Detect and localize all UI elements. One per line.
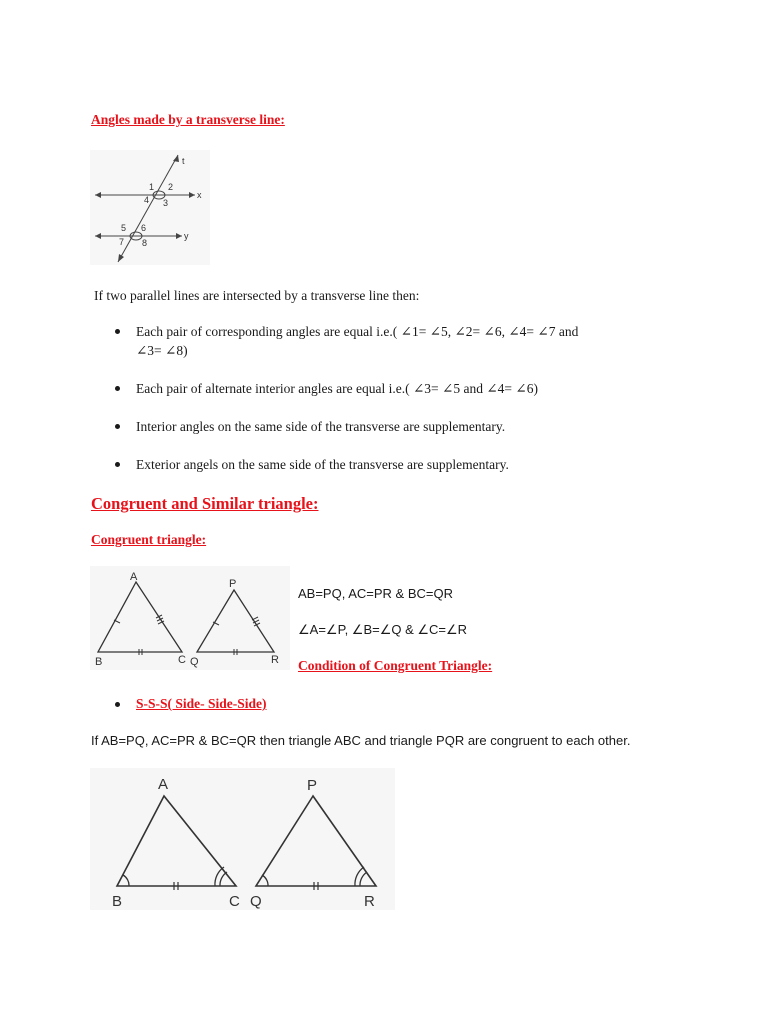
label-angle-8: 8 bbox=[142, 238, 148, 248]
label-angle-6: 6 bbox=[141, 223, 147, 233]
vertex-a-large: A bbox=[158, 776, 169, 793]
vertex-p-large: P bbox=[307, 777, 318, 794]
vertex-q: Q bbox=[190, 656, 199, 668]
property-list bbox=[136, 322, 696, 474]
label-t: t bbox=[182, 156, 185, 166]
label-angle-7: 7 bbox=[119, 237, 125, 247]
section-heading-transverse: Angles made by a transverse line: bbox=[91, 112, 285, 127]
list-item: Each pair of alternate interior angles are equal i.e.( ∠3= ∠5 and ∠4= ∠6) bbox=[136, 379, 696, 398]
label-angle-2: 2 bbox=[168, 182, 174, 192]
transversal-figure bbox=[90, 150, 210, 265]
bullet-icon bbox=[115, 329, 120, 334]
vertex-a: A bbox=[130, 571, 138, 583]
bullet-icon bbox=[115, 702, 120, 707]
vertex-r-large: R bbox=[364, 893, 375, 910]
label-angle-4: 4 bbox=[144, 195, 150, 205]
label-angle-3: 3 bbox=[163, 198, 169, 208]
label-angle-1: 1 bbox=[149, 182, 155, 192]
subheading-congruent-triangle: Congruent triangle: bbox=[91, 532, 207, 547]
sss-description: If AB=PQ, AC=PR & BC=QR then triangle ABC and triangle PQR are congruent to each other. bbox=[91, 733, 631, 748]
condition-list bbox=[136, 695, 267, 713]
vertex-r: R bbox=[271, 654, 279, 666]
bullet-icon bbox=[115, 462, 120, 467]
angles-equal-text: ∠A=∠P, ∠B=∠Q & ∠C=∠R bbox=[298, 622, 468, 637]
label-y: y bbox=[184, 231, 189, 241]
vertex-b-large: B bbox=[112, 893, 123, 910]
bullet-icon bbox=[115, 386, 120, 391]
bullet-icon bbox=[115, 424, 120, 429]
list-item: Exterior angels on the same side of the transverse are supplementary. bbox=[136, 455, 696, 474]
vertex-c: C bbox=[178, 654, 186, 666]
list-item: Each pair of corresponding angles are equal i.e.( ∠1= ∠5, ∠2= ∠6, ∠4= ∠7 and ∠3= ∠8) bbox=[136, 322, 696, 360]
congruent-triangles-figure bbox=[90, 566, 290, 670]
sss-triangles-figure bbox=[90, 768, 395, 910]
vertex-b: B bbox=[95, 656, 103, 668]
list-item: Interior angles on the same side of the transverse are supplementary. bbox=[136, 417, 696, 436]
label-angle-5: 5 bbox=[121, 223, 127, 233]
condition-heading: Condition of Congruent Triangle: bbox=[298, 658, 493, 673]
section-heading-congruent-similar: Congruent and Similar triangle: bbox=[91, 494, 319, 513]
vertex-c-large: C bbox=[229, 893, 240, 910]
vertex-q-large: Q bbox=[250, 893, 262, 910]
list-item bbox=[136, 695, 267, 713]
sss-label: S-S-S( Side- Side-Side) bbox=[136, 696, 267, 711]
sides-equal-text: AB=PQ, AC=PR & BC=QR bbox=[298, 586, 453, 601]
vertex-p: P bbox=[229, 578, 237, 590]
intro-text: If two parallel lines are intersected by a transverse line then: bbox=[94, 288, 420, 303]
label-x: x bbox=[197, 190, 202, 200]
